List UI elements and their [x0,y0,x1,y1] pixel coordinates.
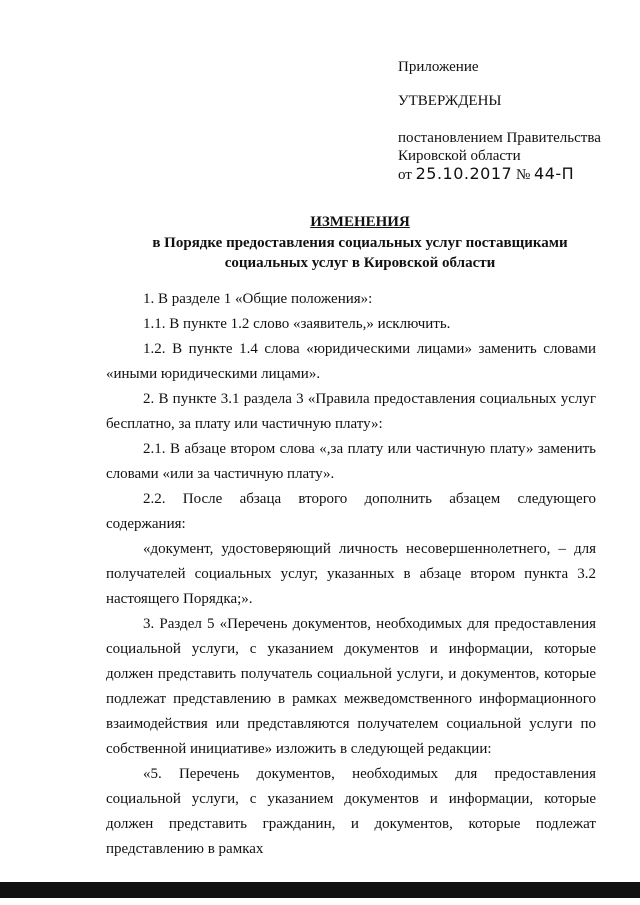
title-subtitle-line-1: в Порядке предоставления социальных услуг поставщиками [152,235,568,251]
date-prefix: от [398,167,412,183]
decree-line-2: Кировской области [398,148,521,164]
paragraph: «документ, удостоверяющий личность несовершеннолетнего, – для получателей социальных услуг, указанных в абзаце втором пункта 3.2 настоящего Порядка;». [106,541,596,607]
title-subtitle-line-2: социальных услуг в Кировской области [224,255,496,271]
paragraph: 3. Раздел 5 «Перечень документов, необходимых для предоставления социальной услуги, с указанием документов и информации, которые должен представить получатель социальной услуги, и документов, которые подлежат представлению в рамках межведомственного информационного взаимодействия или представляются получателем социальной услуги по собственной инициативе» изложить в следующей редакции: [106,616,596,757]
appendix-block [398,58,601,184]
decree-date-line [398,165,601,184]
paragraph: 2.2. После абзаца второго дополнить абзацем следующего содержания: [106,491,596,532]
scan-border-bar [0,882,640,898]
approved-label: УТВЕРЖДЕНЫ [398,93,502,109]
number-prefix: № [515,167,531,183]
date-value: 25.10.2017 [415,164,513,183]
document-body [106,287,596,862]
decree-line-1: постановлением Правительства [398,130,601,146]
paragraph: 1.1. В пункте 1.2 слово «заявитель,» исключить. [143,316,451,332]
paragraph: 1.2. В пункте 1.4 слова «юридическими лицами» заменить словами «иными юридическими лицами». [106,341,596,382]
paragraph: 2. В пункте 3.1 раздела 3 «Правила предоставления социальных услуг бесплатно, за плату или частичную плату»: [106,391,596,432]
paragraph: «5. Перечень документов, необходимых для предоставления социальной услуги, с указанием документов и информации, которые должен представить гражданин, и документов, которые подлежат представлению в рамках [106,766,596,857]
paragraph: 2.1. В абзаце втором слова «,за плату или частичную плату» заменить словами «или за частичную плату». [106,441,596,482]
appendix-label: Приложение [398,59,479,75]
document-title [0,213,640,273]
title-heading: ИЗМЕНЕНИЯ [310,214,410,230]
paragraph: 1. В разделе 1 «Общие положения»: [143,291,373,307]
number-value: 44-П [534,164,575,183]
